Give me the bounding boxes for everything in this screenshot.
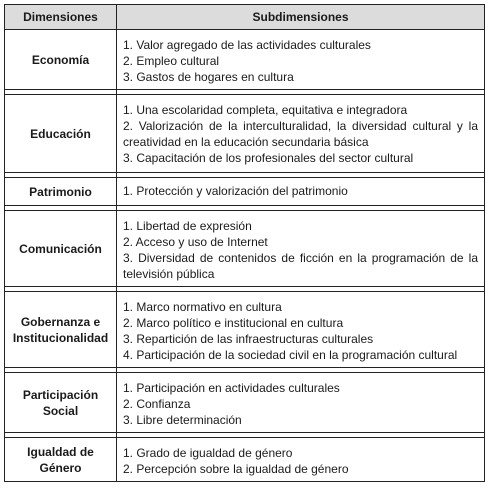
table-row [5,178,485,206]
subdimension-item: 3. Libre determinación [123,413,242,427]
subdimension-item: 1. Valor agregado de las actividades culturales [123,38,371,52]
subdimension-cell [117,211,485,287]
dimension-cell [5,211,117,287]
subdimension-item: 1. Libertad de expresión [123,219,252,233]
table-row [5,211,485,287]
dimension-cell [5,292,117,368]
subdimension-item: 3. Diversidad de contenidos de ficción en la programación de la televisión pública [123,251,478,281]
dimension-cell [5,95,117,173]
dimension-cell [5,373,117,433]
subdimension-cell [117,438,485,482]
table-row [5,292,485,368]
header-subdimensiones: Subdimensiones [117,5,485,30]
table-row [5,95,485,173]
subdimension-cell [117,95,485,173]
dimension-label: Igualdad de [27,444,94,459]
dimension-label: Género [39,460,82,475]
dimension-cell [5,30,117,90]
dimension-label: Economía [31,52,90,67]
subdimension-item: 2. Valorización de la interculturalidad, la diversidad cultural y la creatividad en la educación secundaria básica [123,119,478,149]
subdimension-item: 2. Confianza [123,397,191,411]
dimension-label: Participación [22,387,99,402]
dimension-label: Institucionalidad [12,330,109,345]
subdimension-item: 2. Percepción sobre la igualdad de género [123,462,349,476]
subdimension-item: 1. Participación en actividades culturales [123,381,340,395]
table-row [5,373,485,433]
dimension-label: Social [42,403,79,418]
dimension-label: Patrimonio [29,184,92,199]
dimension-label: Gobernanza e [20,314,101,329]
subdimension-item: 2. Marco político e institucional en cultura [123,316,344,330]
subdimension-item: 4. Participación de la sociedad civil en la programación cultural [123,348,458,362]
header-dimensiones: Dimensiones [5,5,117,30]
dimension-label: Educación [30,126,91,141]
subdimension-item: 1. Una escolaridad completa, equitativa e integradora [123,103,408,117]
subdimension-cell [117,178,485,206]
subdimension-cell [117,30,485,90]
subdimension-item: 3. Gastos de hogares en cultura [123,70,294,84]
subdimension-item: 3. Capacitación de los profesionales del sector cultural [123,151,414,165]
subdimension-item: 1. Grado de igualdad de género [123,446,293,460]
table-row [5,30,485,90]
subdimension-item: 1. Protección y valorización del patrimonio [123,184,348,198]
header-row [5,5,485,30]
subdimension-item: 2. Empleo cultural [123,54,220,68]
subdimension-cell [117,292,485,368]
subdimension-item: 1. Marco normativo en cultura [123,300,282,314]
dimension-cell [5,178,117,206]
subdimension-item: 2. Acceso y uso de Internet [123,235,268,249]
dimension-label: Comunicación [19,241,102,256]
subdimension-cell [117,373,485,433]
dimensions-table-container [4,4,485,482]
table-row [5,438,485,482]
subdimension-item: 3. Repartición de las infraestructuras culturales [123,332,374,346]
dimensions-table [4,4,485,482]
dimension-cell [5,438,117,482]
